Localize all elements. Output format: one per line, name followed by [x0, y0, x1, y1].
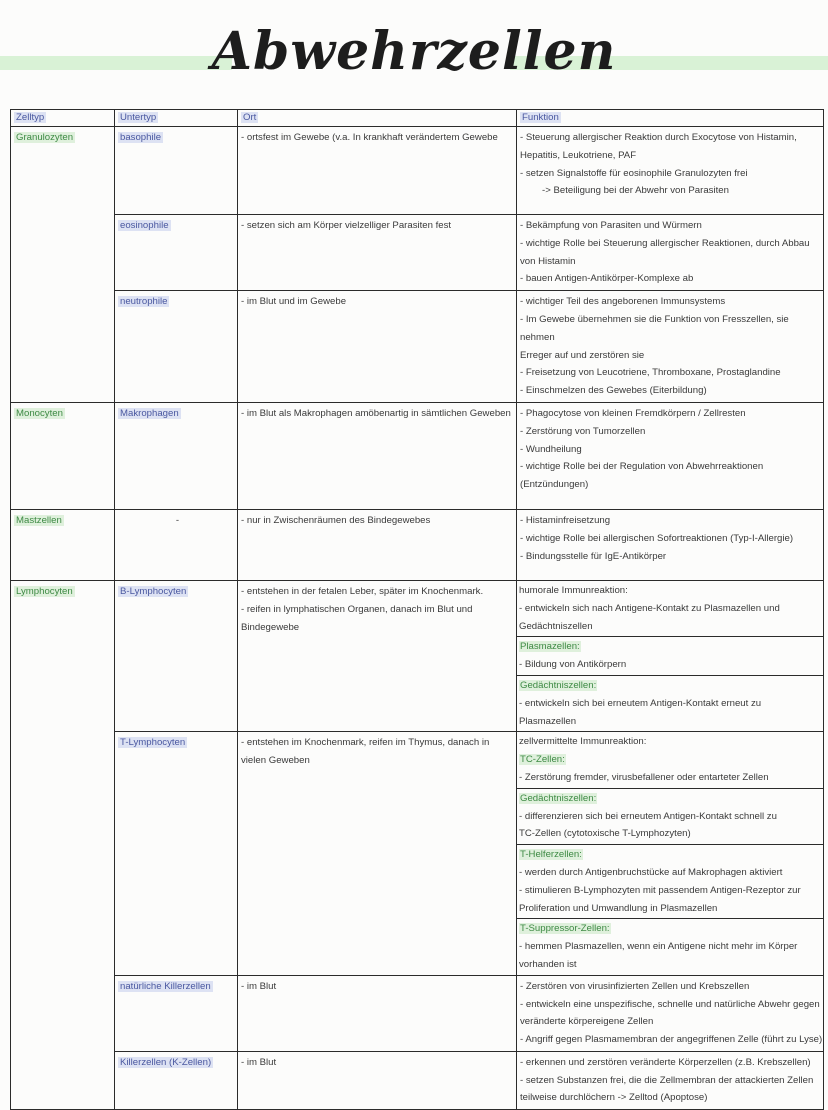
- table-row: [11, 1051, 824, 1109]
- page-title: Abwehrzellen: [211, 21, 617, 82]
- cell-ort-neutrophile: - im Blut und im Gewebe: [238, 291, 517, 403]
- t-suppressor-block: T-Suppressor-Zellen: - hemmen Plasmazellen, wenn ein Antigene nicht mehr im Körper vorhanden ist: [519, 923, 798, 970]
- cell-ort-t-lymphocyten: - entstehen im Knochenmark, reifen im Thymus, danach in vielen Geweben: [238, 732, 517, 975]
- cell-funktion-neutrophile: - wichtiger Teil des angeborenen Immunsystems - Im Gewebe übernehmen sie die Funktion von Fresszellen, sie nehmen Erreger auf und zerstören sie - Freisetzung von Leucotriene, Thromboxane, Prostaglandine - Einschmelzen des Gewebes (Eiterbildung): [517, 291, 824, 403]
- header-ort: Ort: [238, 110, 517, 127]
- cell-subtype-basophile: basophile: [115, 127, 238, 215]
- cell-subtype-b-lymphocyten: B-Lymphocyten: [115, 580, 238, 731]
- cell-subtype-k-zellen: Killerzellen (K-Zellen): [115, 1051, 238, 1109]
- table-row: [11, 580, 824, 731]
- t-gedaechtniszellen-block: Gedächtniszellen: - differenzieren sich bei erneutem Antigen-Kontakt schnell zu TC-Zellen (cytotoxische T-Lymphozyten): [517, 789, 823, 845]
- cell-funktion-makrophagen: - Phagocytose von kleinen Fremdkörpern / Zellresten - Zerstörung von Tumorzellen - Wundheilung - wichtige Rolle bei der Regulation von Abwehrreaktionen (Entzündungen): [517, 402, 824, 509]
- header-funktion: Funktion: [517, 110, 824, 127]
- cell-funktion-b-lymphocyten: [517, 580, 824, 731]
- table-row: [11, 215, 824, 291]
- cell-funktion-k-zellen: - erkennen und zerstören veränderte Körperzellen (z.B. Krebszellen) - setzen Substanzen frei, die die Zellmembran der attackierten Zellen teilweise durchlöchern -> Zelltod (Apoptose): [517, 1051, 824, 1109]
- humoral-block: humorale Immunreaktion: - entwickeln sich nach Antigene-Kontakt zu Plasmazellen und Gedächtniszellen: [517, 581, 823, 637]
- cell-subtype-t-lymphocyten: T-Lymphocyten: [115, 732, 238, 975]
- table-row: [11, 732, 824, 975]
- t-helferzellen-block: T-Helferzellen: - werden durch Antigenbruchstücke auf Makrophagen aktiviert - stimulieren B-Lymphozyten mit passendem Antigen-Rezeptor zur Proliferation und Umwandlung in Plasmazellen: [517, 845, 823, 919]
- cell-type-granulozyten: Granulozyten: [11, 127, 115, 403]
- table-header-row: [11, 110, 824, 127]
- table-row: [11, 509, 824, 580]
- cell-subtype-neutrophile: neutrophile: [115, 291, 238, 403]
- cell-ort-basophile: - ortsfest im Gewebe (v.a. In krankhaft verändertem Gewebe: [238, 127, 517, 215]
- cell-subtype-makrophagen: Makrophagen: [115, 402, 238, 509]
- cell-ort-makrophagen: - im Blut als Makrophagen amöbenartig in sämtlichen Geweben: [238, 402, 517, 509]
- cell-type-lymphocyten: Lymphocyten: [11, 580, 115, 1109]
- gedaechtniszellen-block: Gedächtniszellen: - entwickeln sich bei erneutem Antigen-Kontakt erneut zu Plasmazellen: [519, 679, 762, 727]
- cell-subtype-nk-zellen: natürliche Killerzellen: [115, 975, 238, 1051]
- table-row: [11, 127, 824, 215]
- table-row: [11, 291, 824, 403]
- cell-funktion-t-lymphocyten: [517, 732, 824, 975]
- cell-subtype-eosinophile: eosinophile: [115, 215, 238, 291]
- cell-ort-eosinophile: - setzen sich am Körper vielzelliger Parasiten fest: [238, 215, 517, 291]
- cell-ort-nk-zellen: - im Blut: [238, 975, 517, 1051]
- cell-funktion-basophile: - Steuerung allergischer Reaktion durch Exocytose von Histamin, Hepatitis, Leukotriene, PAF - setzen Signalstoffe für eosinophile Granulozyten frei -> Beteiligung bei der Abwehr von Parasiten: [517, 127, 824, 215]
- cell-ort-k-zellen: - im Blut: [238, 1051, 517, 1109]
- zellvermittelt-block: zellvermittelte Immunreaktion: TC-Zellen: - Zerstörung fremder, virusbefallener oder entarteter Zellen: [517, 732, 823, 788]
- table-row: [11, 402, 824, 509]
- cell-ort-b-lymphocyten: - entstehen in der fetalen Leber, später im Knochenmark. - reifen in lymphatischen Organen, danach im Blut und Bindegewebe: [238, 580, 517, 731]
- cell-type-mastzellen: Mastzellen: [11, 509, 115, 580]
- cell-type-monocyten: Monocyten: [11, 402, 115, 509]
- cell-funktion-mastzellen: - Histaminfreisetzung - wichtige Rolle bei allergischen Sofortreaktionen (Typ-I-Allergie) - Bindungsstelle für IgE-Antikörper: [517, 509, 824, 580]
- cell-funktion-eosinophile: - Bekämpfung von Parasiten und Würmern - wichtige Rolle bei Steuerung allergischer Reaktionen, durch Abbau von Histamin - bauen Antigen-Antikörper-Komplexe ab: [517, 215, 824, 291]
- table-row: [11, 975, 824, 1051]
- header-untertyp: Untertyp: [115, 110, 238, 127]
- cell-subtype-mastzellen: -: [115, 509, 238, 580]
- immune-cells-table: [10, 109, 824, 1110]
- cell-ort-mastzellen: - nur in Zwischenräumen des Bindegewebes: [238, 509, 517, 580]
- cell-funktion-nk-zellen: - Zerstören von virusinfizierten Zellen und Krebszellen - entwickeln eine unspezifische, schnelle und natürliche Abwehr gegen veränderte körpereigene Zellen - Angriff gegen Plasmamembran der angegriffenen Zelle (führt zu Lyse): [517, 975, 824, 1051]
- plasmazellen-block: Plasmazellen: - Bildung von Antikörpern: [517, 637, 823, 676]
- header-zelltyp: Zelltyp: [11, 110, 115, 127]
